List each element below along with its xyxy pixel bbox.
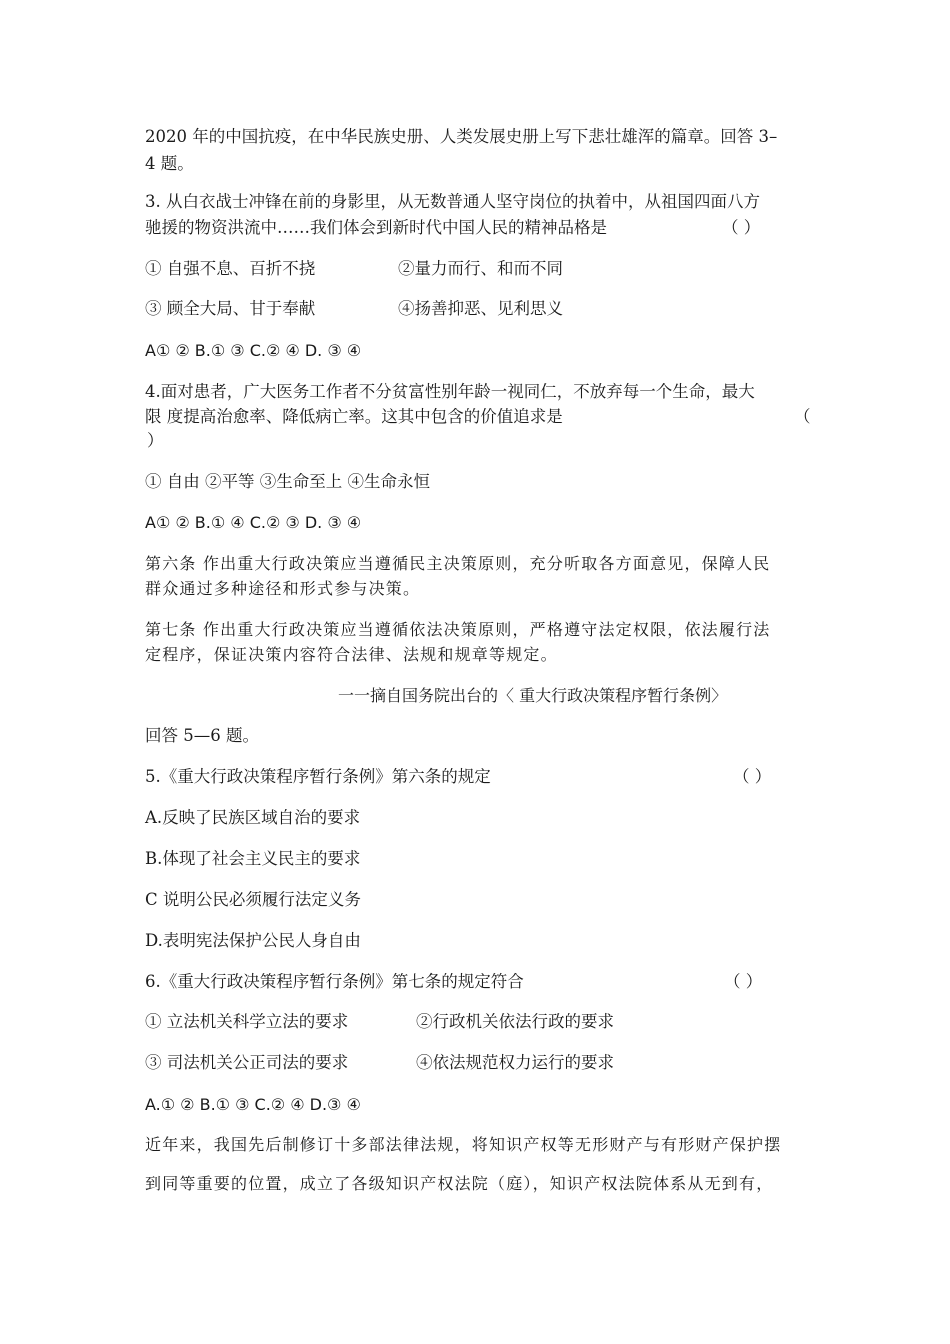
q6-option-1: ① 立法机关科学立法的要求: [145, 1012, 349, 1031]
q3-option-1: ① 自强不息、百折不挠: [145, 259, 316, 278]
q5-option-d: D.表明宪法保护公民人身自由: [145, 931, 361, 950]
q3-option-2: ②量力而行、和而不同: [398, 259, 563, 278]
article-7-line-1: 第七条 作出重大行政决策应当遵循依法决策原则，严格遵守法定权限，依法履行法: [145, 620, 771, 639]
q5-stem: 5.《重大行政决策程序暂行条例》第六条的规定: [145, 767, 491, 786]
q6-option-3: ③ 司法机关公正司法的要求: [145, 1053, 349, 1072]
article-6-line-1: 第六条 作出重大行政决策应当遵循民主决策原则，充分听取各方面意见，保障人民: [145, 554, 771, 573]
q4-answer-blank-open: （: [794, 407, 811, 426]
q3-option-4: ④扬善抑恶、见利思义: [398, 299, 563, 318]
q4-stem-line-2: 限 度提高治愈率、降低病亡率。这其中包含的价值追求是: [145, 407, 563, 426]
q6-option-2: ②行政机关依法行政的要求: [416, 1012, 614, 1031]
article-7-line-2: 定程序，保证决策内容符合法律、法规和规章等规定。: [145, 645, 558, 664]
intro-line-1: 2020 年的中国抗疫，在中华民族史册、人类发展史册上写下悲壮雄浑的篇章。回答 3–: [145, 127, 778, 146]
closing-line-2: 到同等重要的位置，成立了各级知识产权法院（庭），知识产权法院体系从无到有，: [145, 1174, 774, 1193]
intro-line-2: 4 题。: [145, 154, 194, 173]
closing-line-1: 近年来，我国先后制修订十多部法律法规，将知识产权等无形财产与有形财产保护摆: [145, 1135, 782, 1154]
q5-option-c: C 说明公民必须履行法定义务: [145, 890, 361, 909]
q5-option-b: B.体现了社会主义民主的要求: [145, 849, 361, 868]
q3-stem-line-2: 驰援的物资洪流中……我们体会到新时代中国人民的精神品格是: [145, 218, 607, 237]
q4-stem-line-1: 4.面对患者，广大医务工作者不分贫富性别年龄一视同仁，不放弃每一个生命，最大: [145, 382, 755, 401]
q5-option-a: A.反映了民族区域自治的要求: [145, 808, 361, 827]
q6-answer-blank: （ ）: [724, 972, 763, 991]
q6-stem: 6.《重大行政决策程序暂行条例》第七条的规定符合: [145, 972, 524, 991]
q4-options: ① 自由 ②平等 ③生命至上 ④生命永恒: [145, 472, 430, 491]
q6-choices: A.① ② B.① ③ C.② ④ D.③ ④: [145, 1095, 361, 1114]
q3-option-3: ③ 顾全大局、甘于奉献: [145, 299, 316, 318]
q6-option-4: ④依法规范权力运行的要求: [416, 1053, 614, 1072]
q5-answer-blank: （ ）: [733, 767, 772, 786]
q3-choices: A① ② B.① ③ C.② ④ D. ③ ④: [145, 341, 362, 360]
material-prompt: 回答 5—6 题。: [145, 726, 259, 745]
q3-answer-blank: （ ）: [722, 218, 761, 237]
q4-choices: A① ② B.① ④ C.② ③ D. ③ ④: [145, 513, 362, 532]
q3-stem-line-1: 3. 从白衣战士冲锋在前的身影里，从无数普通人坚守岗位的执着中，从祖国四面八方: [145, 192, 760, 211]
material-source: 一一摘自国务院出台的〈 重大行政决策程序暂行条例〉: [338, 686, 728, 705]
article-6-line-2: 群众通过多种途径和形式参与决策。: [145, 579, 421, 598]
q4-answer-blank-close: ）: [147, 431, 164, 450]
